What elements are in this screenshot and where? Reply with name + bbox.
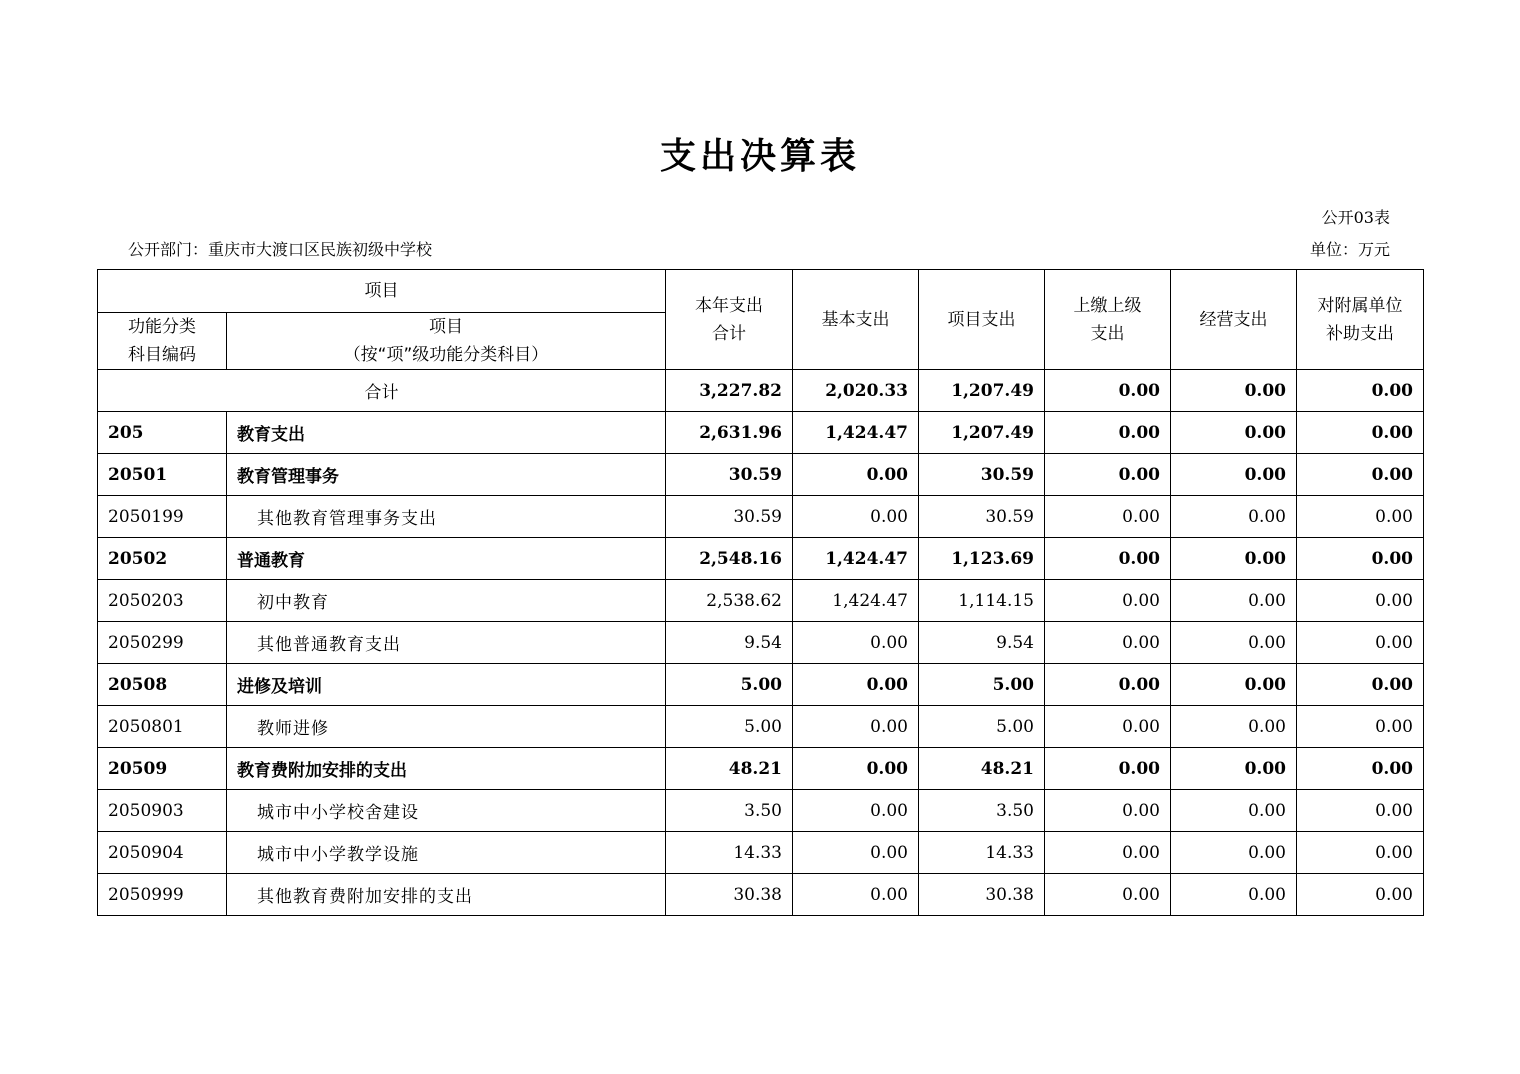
cell-name: 进修及培训 (227, 664, 666, 706)
cell-basic: 1,424.47 (793, 538, 919, 580)
header-subsidy: 对附属单位 补助支出 (1297, 270, 1424, 370)
cell-name: 教育管理事务 (227, 454, 666, 496)
cell-code: 20502 (98, 538, 227, 580)
cell-business: 0.00 (1171, 832, 1297, 874)
header-project: 项目 (98, 270, 666, 313)
cell-basic: 0.00 (793, 664, 919, 706)
cell-subsidy: 0.00 (1297, 664, 1424, 706)
expenditure-table (97, 269, 1424, 916)
cell-name: 教师进修 (227, 706, 666, 748)
cell-upper: 0.00 (1045, 664, 1171, 706)
cell-code: 2050199 (98, 496, 227, 538)
cell-name: 其他普通教育支出 (227, 622, 666, 664)
cell-business: 0.00 (1171, 538, 1297, 580)
cell-business: 0.00 (1171, 622, 1297, 664)
cell-project: 48.21 (919, 748, 1045, 790)
cell-name: 其他教育费附加安排的支出 (227, 874, 666, 916)
cell-upper: 0.00 (1045, 538, 1171, 580)
header-func-code: 功能分类 科目编码 (98, 313, 227, 370)
cell-total: 2,538.62 (666, 580, 793, 622)
cell-project: 30.59 (919, 496, 1045, 538)
cell-total: 30.59 (666, 496, 793, 538)
cell-total: 5.00 (666, 664, 793, 706)
cell-project: 30.38 (919, 874, 1045, 916)
cell-upper: 0.00 (1045, 706, 1171, 748)
cell-code: 20508 (98, 664, 227, 706)
cell-business: 0.00 (1171, 706, 1297, 748)
table-row (98, 412, 1424, 454)
cell-basic: 0.00 (793, 790, 919, 832)
cell-upper: 0.00 (1045, 412, 1171, 454)
cell-subsidy: 0.00 (1297, 622, 1424, 664)
cell-basic: 0.00 (793, 706, 919, 748)
page-title: 支出决算表 (659, 136, 860, 177)
cell-subsidy: 0.00 (1297, 874, 1424, 916)
cell-subsidy: 0.00 (1297, 538, 1424, 580)
cell-subsidy: 0.00 (1297, 706, 1424, 748)
cell-subsidy: 0.00 (1297, 412, 1424, 454)
cell-upper: 0.00 (1045, 454, 1171, 496)
cell-project: 9.54 (919, 622, 1045, 664)
header-upper: 上缴上级 支出 (1045, 270, 1171, 370)
cell-name: 城市中小学教学设施 (227, 832, 666, 874)
total-basic: 2,020.33 (793, 370, 919, 412)
cell-name: 初中教育 (227, 580, 666, 622)
total-total: 3,227.82 (666, 370, 793, 412)
table-row (98, 622, 1424, 664)
cell-project: 5.00 (919, 664, 1045, 706)
table-row (98, 874, 1424, 916)
cell-code: 2050999 (98, 874, 227, 916)
cell-name: 普通教育 (227, 538, 666, 580)
cell-name: 其他教育管理事务支出 (227, 496, 666, 538)
header-business: 经营支出 (1171, 270, 1297, 370)
cell-code: 2050203 (98, 580, 227, 622)
cell-code: 2050801 (98, 706, 227, 748)
cell-business: 0.00 (1171, 580, 1297, 622)
cell-basic: 0.00 (793, 874, 919, 916)
header-basic: 基本支出 (793, 270, 919, 370)
cell-code: 2050904 (98, 832, 227, 874)
header-projects: 项目支出 (919, 270, 1045, 370)
header-item: 项目 （按“项”级功能分类科目） (227, 313, 666, 370)
form-number: 公开03表 (1321, 208, 1390, 227)
cell-upper: 0.00 (1045, 622, 1171, 664)
department-label: 公开部门：重庆市大渡口区民族初级中学校 (128, 240, 433, 259)
cell-subsidy: 0.00 (1297, 748, 1424, 790)
cell-subsidy: 0.00 (1297, 580, 1424, 622)
table-row (98, 664, 1424, 706)
cell-upper: 0.00 (1045, 790, 1171, 832)
cell-subsidy: 0.00 (1297, 496, 1424, 538)
cell-total: 9.54 (666, 622, 793, 664)
cell-basic: 0.00 (793, 832, 919, 874)
table-row (98, 538, 1424, 580)
cell-total: 2,631.96 (666, 412, 793, 454)
total-label: 合计 (98, 370, 666, 412)
cell-name: 教育支出 (227, 412, 666, 454)
cell-business: 0.00 (1171, 496, 1297, 538)
cell-project: 1,123.69 (919, 538, 1045, 580)
table-row (98, 832, 1424, 874)
cell-project: 3.50 (919, 790, 1045, 832)
cell-basic: 1,424.47 (793, 412, 919, 454)
cell-total: 30.38 (666, 874, 793, 916)
total-upper: 0.00 (1045, 370, 1171, 412)
total-business: 0.00 (1171, 370, 1297, 412)
table-row (98, 790, 1424, 832)
cell-subsidy: 0.00 (1297, 832, 1424, 874)
cell-business: 0.00 (1171, 454, 1297, 496)
cell-basic: 0.00 (793, 748, 919, 790)
cell-total: 48.21 (666, 748, 793, 790)
header-total: 本年支出 合计 (666, 270, 793, 370)
table-row (98, 580, 1424, 622)
table-row (98, 748, 1424, 790)
table-row (98, 496, 1424, 538)
cell-business: 0.00 (1171, 412, 1297, 454)
cell-code: 205 (98, 412, 227, 454)
cell-upper: 0.00 (1045, 832, 1171, 874)
cell-basic: 0.00 (793, 454, 919, 496)
cell-basic: 0.00 (793, 622, 919, 664)
cell-name: 城市中小学校舍建设 (227, 790, 666, 832)
total-subsidy: 0.00 (1297, 370, 1424, 412)
cell-total: 3.50 (666, 790, 793, 832)
cell-code: 20501 (98, 454, 227, 496)
cell-total: 30.59 (666, 454, 793, 496)
cell-upper: 0.00 (1045, 874, 1171, 916)
table-row (98, 454, 1424, 496)
cell-project: 14.33 (919, 832, 1045, 874)
cell-project: 1,207.49 (919, 412, 1045, 454)
cell-upper: 0.00 (1045, 580, 1171, 622)
cell-project: 1,114.15 (919, 580, 1045, 622)
cell-total: 5.00 (666, 706, 793, 748)
cell-upper: 0.00 (1045, 748, 1171, 790)
cell-business: 0.00 (1171, 748, 1297, 790)
cell-project: 5.00 (919, 706, 1045, 748)
total-project: 1,207.49 (919, 370, 1045, 412)
cell-code: 20509 (98, 748, 227, 790)
cell-code: 2050299 (98, 622, 227, 664)
unit-label: 单位：万元 (1309, 240, 1390, 259)
cell-subsidy: 0.00 (1297, 790, 1424, 832)
total-row (98, 370, 1424, 412)
table-row (98, 706, 1424, 748)
cell-name: 教育费附加安排的支出 (227, 748, 666, 790)
cell-basic: 0.00 (793, 496, 919, 538)
cell-total: 14.33 (666, 832, 793, 874)
cell-code: 2050903 (98, 790, 227, 832)
cell-business: 0.00 (1171, 874, 1297, 916)
cell-total: 2,548.16 (666, 538, 793, 580)
cell-business: 0.00 (1171, 664, 1297, 706)
cell-project: 30.59 (919, 454, 1045, 496)
cell-basic: 1,424.47 (793, 580, 919, 622)
cell-upper: 0.00 (1045, 496, 1171, 538)
cell-subsidy: 0.00 (1297, 454, 1424, 496)
cell-business: 0.00 (1171, 790, 1297, 832)
